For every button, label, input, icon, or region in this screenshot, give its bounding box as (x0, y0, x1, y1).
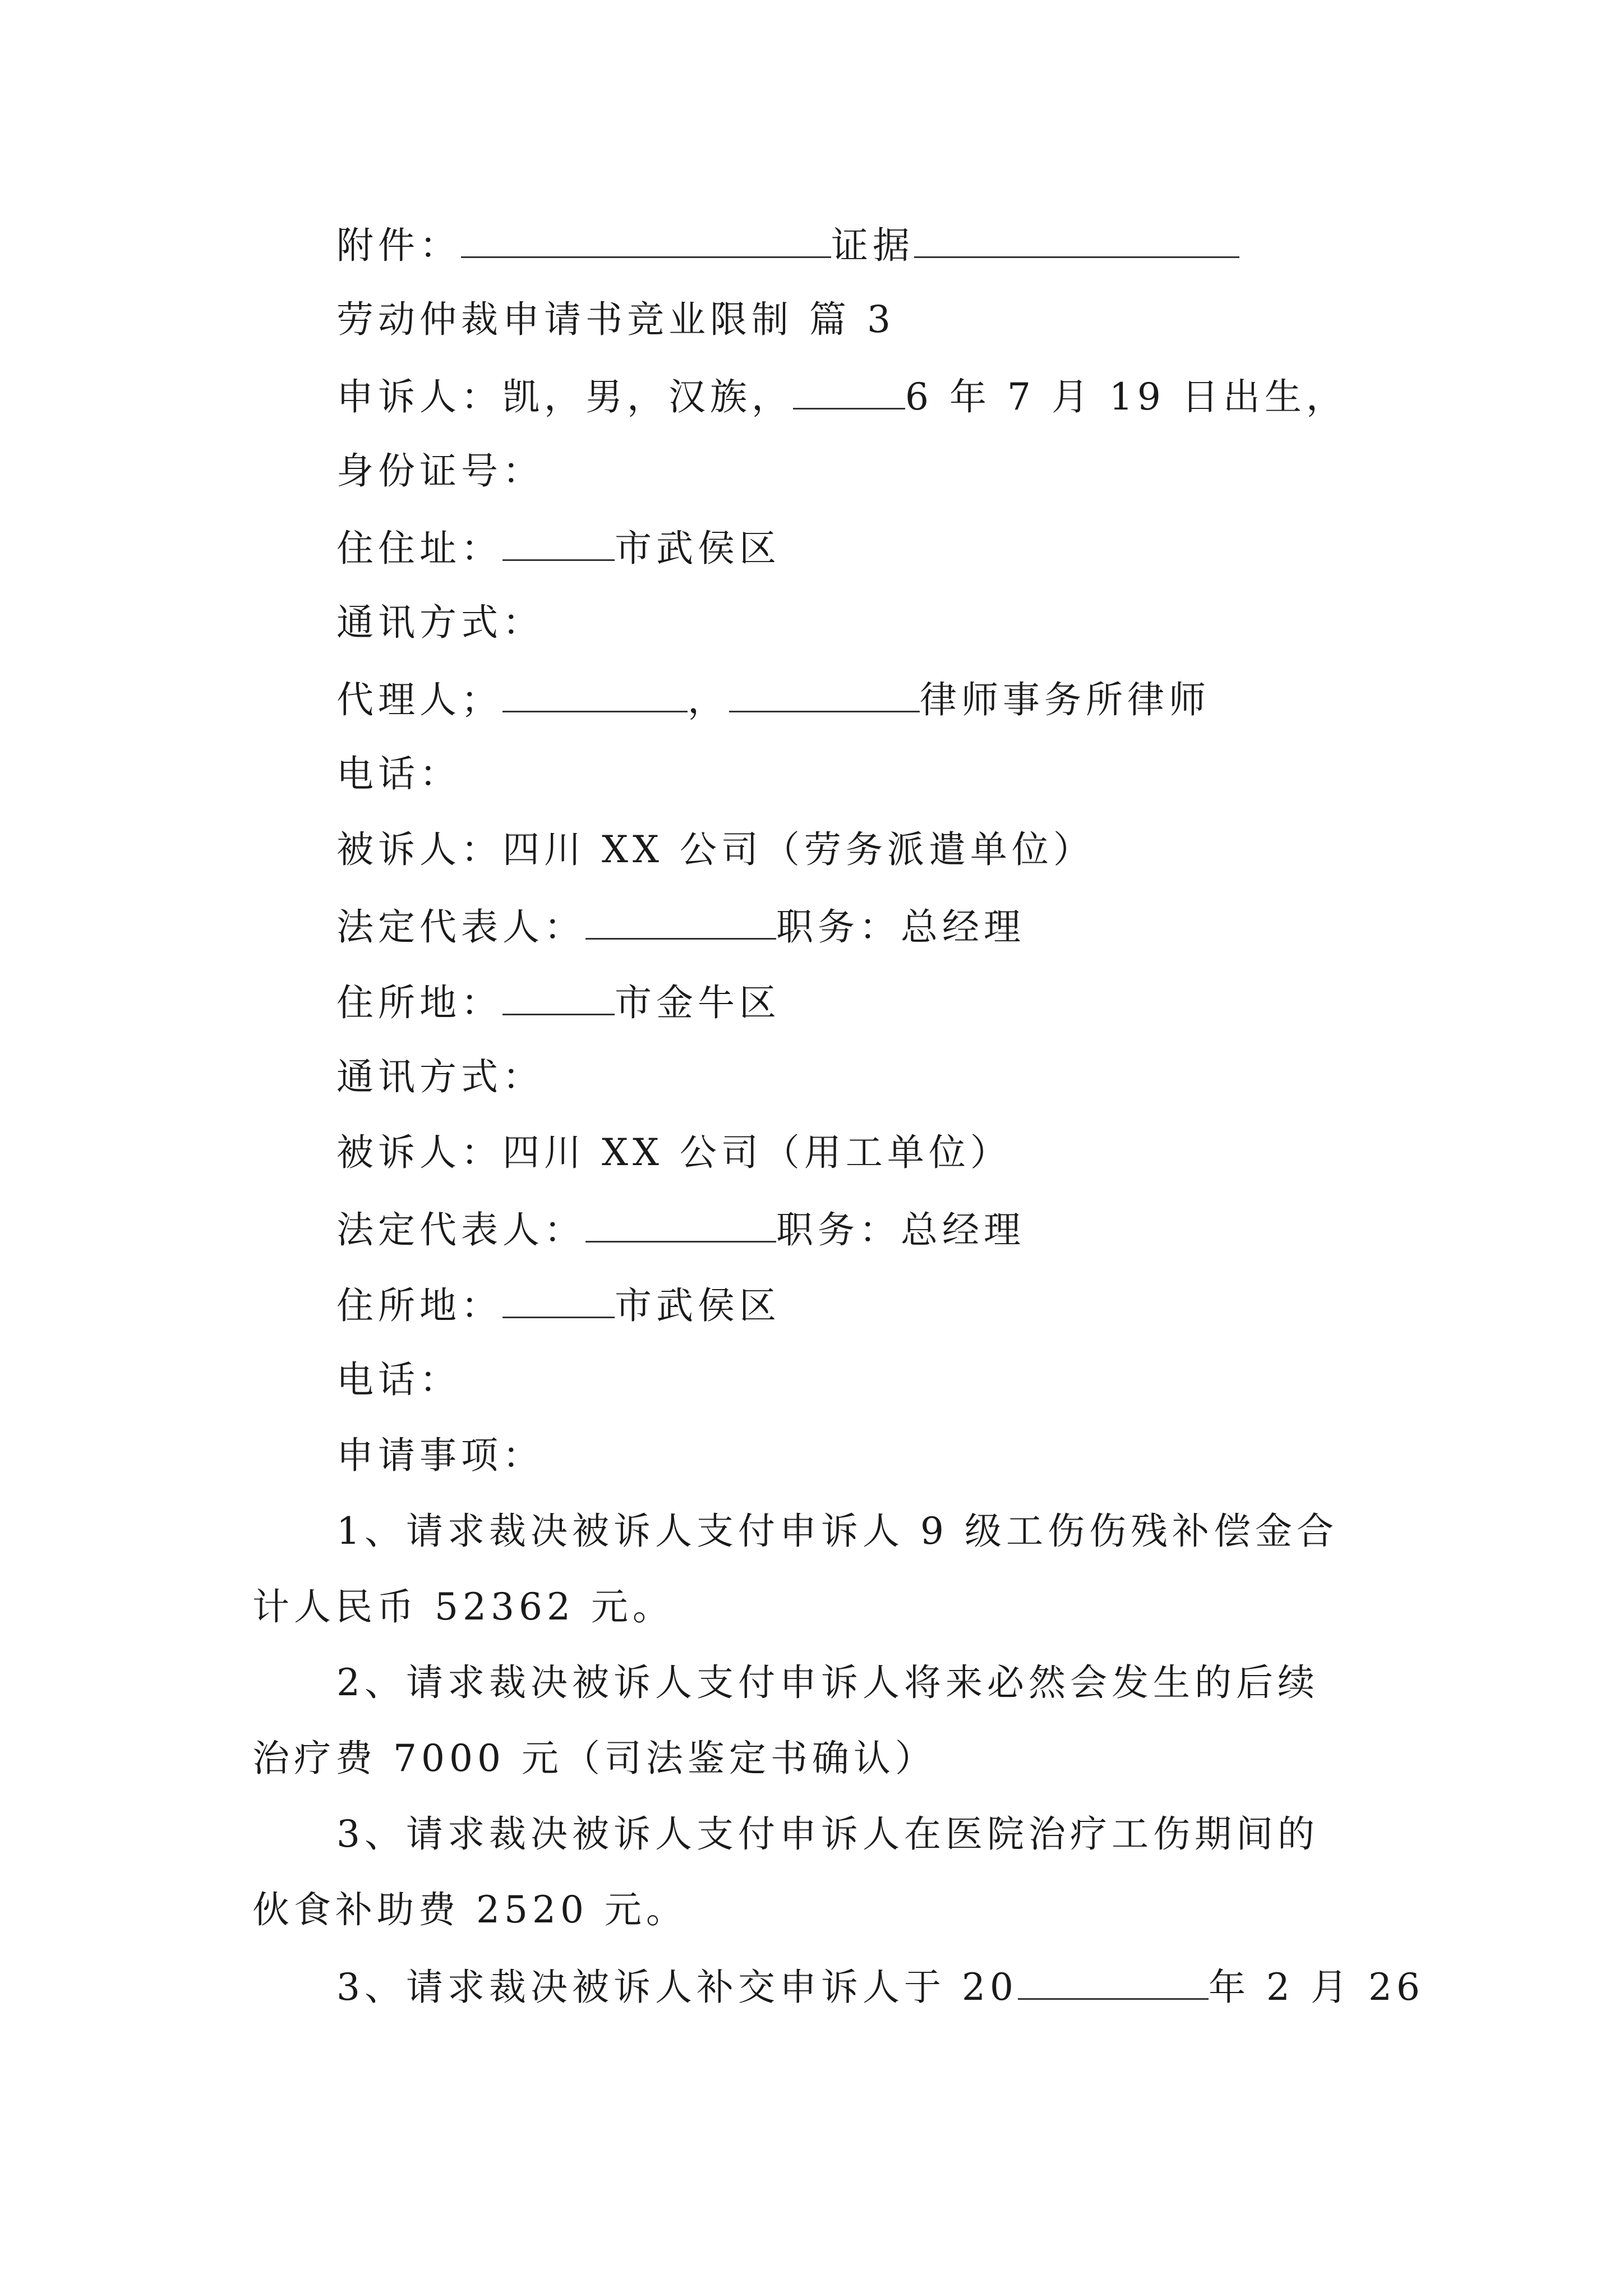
attachment-line (336, 222, 1239, 268)
claim-4-date: 年 2 月 26 (1208, 1966, 1424, 2009)
evidence-blank (914, 222, 1239, 258)
claim-2-line-1: 2、请求裁决被诉人支付申诉人将来必然会发生的后续 (336, 1661, 1319, 1704)
agent-comma: ， (688, 678, 729, 721)
legal-rep-1-blank (585, 903, 776, 940)
claim-1-line-1: 1、请求裁决被诉人支付申诉人 9 级工伤伤残补偿金合 (336, 1510, 1338, 1553)
evidence-label: 证据 (831, 224, 914, 267)
section-title: 劳动仲裁申请书竞业限制 篇 3 (336, 298, 895, 341)
legal-rep-2-label: 法定代表人： (336, 1208, 585, 1251)
id-number-line: 身份证号： (336, 449, 544, 493)
respondent-1-city-blank (502, 979, 615, 1015)
agent-line (336, 676, 1210, 723)
city-blank (502, 524, 615, 561)
claim-1-line-2: 计人民币 52362 元。 (252, 1585, 674, 1628)
legal-rep-2-position: 职务：总经理 (776, 1208, 1025, 1251)
claimant-address-line (336, 524, 781, 571)
contact-line: 通讯方式： (336, 601, 544, 644)
respondent-2-district: 市武侯区 (615, 1284, 781, 1327)
respondent-2-phone-line: 电话： (336, 1358, 461, 1401)
phone-line: 电话： (336, 752, 461, 795)
claimant-birthdate: 6 年 7 月 19 日出生， (905, 375, 1348, 418)
agent-title: 律师事务所律师 (920, 678, 1210, 721)
respondent-2-line: 被诉人：四川 XX 公司（用工单位） (336, 1131, 1012, 1174)
claimant-address-label: 住住址： (336, 527, 502, 570)
attachment-label: 附件： (336, 224, 461, 267)
respondent-1-address-label: 住所地： (336, 981, 502, 1024)
claimant-info: 申诉人：凯，男，汉族， (336, 375, 793, 418)
respondent-1-address-line (336, 979, 781, 1025)
respondent-1-contact-line: 通讯方式： (336, 1055, 544, 1098)
law-firm-blank (729, 676, 920, 712)
claim-3-line-1: 3、请求裁决被诉人支付申诉人在医院治疗工伤期间的 (336, 1812, 1319, 1856)
legal-rep-1-position: 职务：总经理 (776, 905, 1025, 949)
agent-label: 代理人； (336, 678, 502, 721)
respondent-1-line: 被诉人：四川 XX 公司（劳务派遣单位） (336, 828, 1095, 871)
claims-heading: 申请事项： (336, 1434, 544, 1477)
claim-3-line-2: 伙食补助费 2520 元。 (252, 1888, 688, 1931)
legal-rep-1-label: 法定代表人： (336, 905, 585, 949)
agent-name-blank (502, 676, 688, 712)
claim-4-line-1 (336, 1963, 1424, 2010)
claim-4-text: 3、请求裁决被诉人补交申诉人于 20 (336, 1966, 1018, 2009)
legal-rep-2-blank (585, 1206, 776, 1243)
claimant-line (336, 373, 1348, 420)
legal-rep-1-line (336, 903, 1025, 950)
legal-rep-2-line (336, 1206, 1025, 1253)
claim-2-line-2: 治疗费 7000 元（司法鉴定书确认） (252, 1737, 937, 1780)
respondent-2-address-label: 住所地： (336, 1284, 502, 1327)
respondent-1-district: 市金牛区 (615, 981, 781, 1024)
birth-year-blank (793, 373, 905, 409)
respondent-2-address-line (336, 1282, 781, 1328)
claimant-address-district: 市武侯区 (615, 527, 781, 570)
respondent-2-city-blank (502, 1282, 615, 1318)
attachment-blank (461, 222, 831, 258)
claim-4-year-blank (1018, 1963, 1209, 2000)
